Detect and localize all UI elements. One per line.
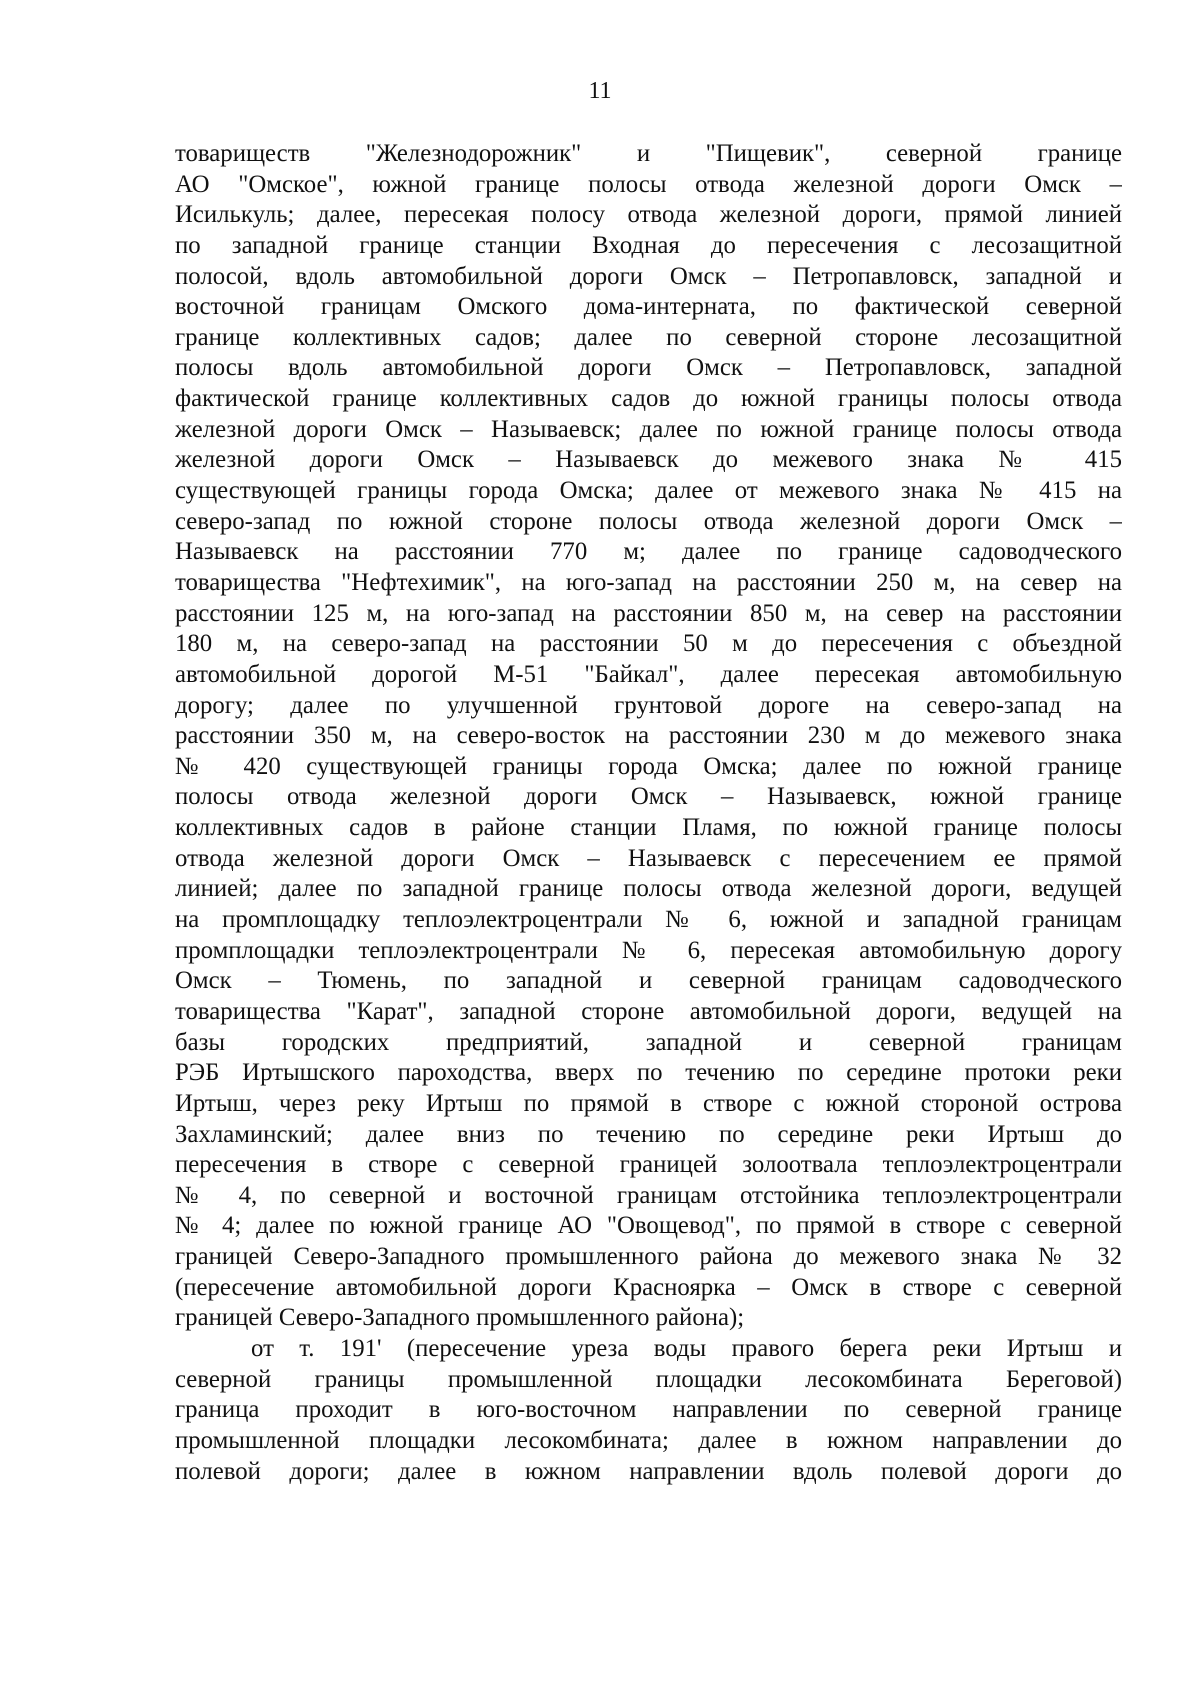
text-line: границей Северо-Западного промышленного района); — [175, 1304, 745, 1332]
text-line: Захламинский; далее вниз по течению по середине реки Иртыш до — [175, 1120, 1122, 1148]
text-line: расстоянии 350 м, на северо-восток на расстоянии 230 м до межевого знака — [175, 722, 1122, 750]
text-line: по западной границе станции Входная до пересечения с лесозащитной — [175, 231, 1122, 259]
text-line: № 420 существующей границы города Омска; далее по южной границе — [175, 752, 1122, 780]
text-line: северо-запад по южной стороне полосы отвода железной дороги Омск – — [175, 507, 1122, 535]
text-line: полосы отвода железной дороги Омск – Называевск, южной границе — [175, 783, 1122, 811]
text-line: РЭБ Иртышского пароходства, вверх по течению по середине протоки реки — [175, 1059, 1122, 1087]
text-line: (пересечение автомобильной дороги Красноярка – Омск в створе с северной — [175, 1273, 1122, 1301]
page-number: 11 — [588, 78, 612, 104]
body-text — [175, 139, 1122, 1487]
text-line: промплощадки теплоэлектроцентрали № 6, пересекая автомобильную дорогу — [175, 936, 1122, 964]
text-line: промышленной площадки лесокомбината; далее в южном направлении до — [175, 1426, 1122, 1454]
text-line: товарищества "Нефтехимик", на юго-запад на расстоянии 250 м, на север на — [175, 568, 1122, 596]
text-line: существующей границы города Омска; далее от межевого знака № 415 на — [175, 477, 1122, 505]
text-line: товарищества "Карат", западной стороне автомобильной дороги, ведущей на — [175, 997, 1122, 1025]
text-line: железной дороги Омск – Называевск; далее по южной границе полосы отвода — [175, 415, 1122, 443]
text-line: полевой дороги; далее в южном направлении вдоль полевой дороги до — [175, 1457, 1122, 1485]
text-line: коллективных садов в районе станции Пламя, по южной границе полосы — [175, 814, 1122, 842]
text-line: расстоянии 125 м, на юго-запад на расстоянии 850 м, на север на расстоянии — [175, 599, 1122, 627]
text-line: товариществ "Железнодорожник" и "Пищевик", северной границе — [175, 140, 1122, 167]
text-line: № 4; далее по южной границе АО "Овощевод", по прямой в створе с северной — [175, 1212, 1122, 1240]
text-line: базы городских предприятий, западной и северной границам — [175, 1028, 1122, 1056]
text-line: полосы вдоль автомобильной дороги Омск – Петропавловск, западной — [175, 354, 1122, 382]
text-line: пересечения в створе с северной границей золоотвала теплоэлектроцентрали — [175, 1151, 1122, 1179]
text-line: на промплощадку теплоэлектроцентрали № 6, южной и западной границам — [175, 906, 1122, 934]
text-line: от т. 191' (пересечение уреза воды правого берега реки Иртыш и — [251, 1334, 1122, 1362]
text-line: АО "Омское", южной границе полосы отвода железной дороги Омск – — [175, 170, 1122, 198]
text-line: полосой, вдоль автомобильной дороги Омск – Петропавловск, западной и — [175, 262, 1122, 290]
text-line: фактической границе коллективных садов до южной границы полосы отвода — [175, 385, 1122, 413]
text-line: отвода железной дороги Омск – Называевск с пересечением ее прямой — [175, 844, 1122, 872]
text-line: восточной границам Омского дома-интерната, по фактической северной — [175, 293, 1122, 321]
text-line: границей Северо-Западного промышленного района до межевого знака № 32 — [175, 1243, 1122, 1271]
text-line: Омск – Тюмень, по западной и северной границам садоводческого — [175, 967, 1122, 995]
text-line: граница проходит в юго-восточном направлении по северной границе — [175, 1396, 1122, 1424]
text-line: железной дороги Омск – Называевск до межевого знака № 415 — [175, 446, 1122, 474]
text-line: Называевск на расстоянии 770 м; далее по границе садоводческого — [175, 538, 1122, 566]
text-line: № 4, по северной и восточной границам отстойника теплоэлектроцентрали — [175, 1181, 1122, 1209]
text-line: автомобильной дорогой М-51 "Байкал", далее пересекая автомобильную — [175, 660, 1122, 688]
text-line: границе коллективных садов; далее по северной стороне лесозащитной — [175, 323, 1122, 351]
text-line: Иртыш, через реку Иртыш по прямой в створе с южной стороной острова — [175, 1089, 1122, 1117]
text-line: дорогу; далее по улучшенной грунтовой дороге на северо-запад на — [175, 691, 1122, 719]
text-line: Исилькуль; далее, пересекая полосу отвода железной дороги, прямой линией — [175, 201, 1122, 229]
text-line: северной границы промышленной площадки лесокомбината Береговой) — [175, 1365, 1122, 1393]
text-line: 180 м, на северо-запад на расстоянии 50 м до пересечения с объездной — [175, 630, 1122, 658]
text-line: линией; далее по западной границе полосы отвода железной дороги, ведущей — [175, 875, 1122, 903]
